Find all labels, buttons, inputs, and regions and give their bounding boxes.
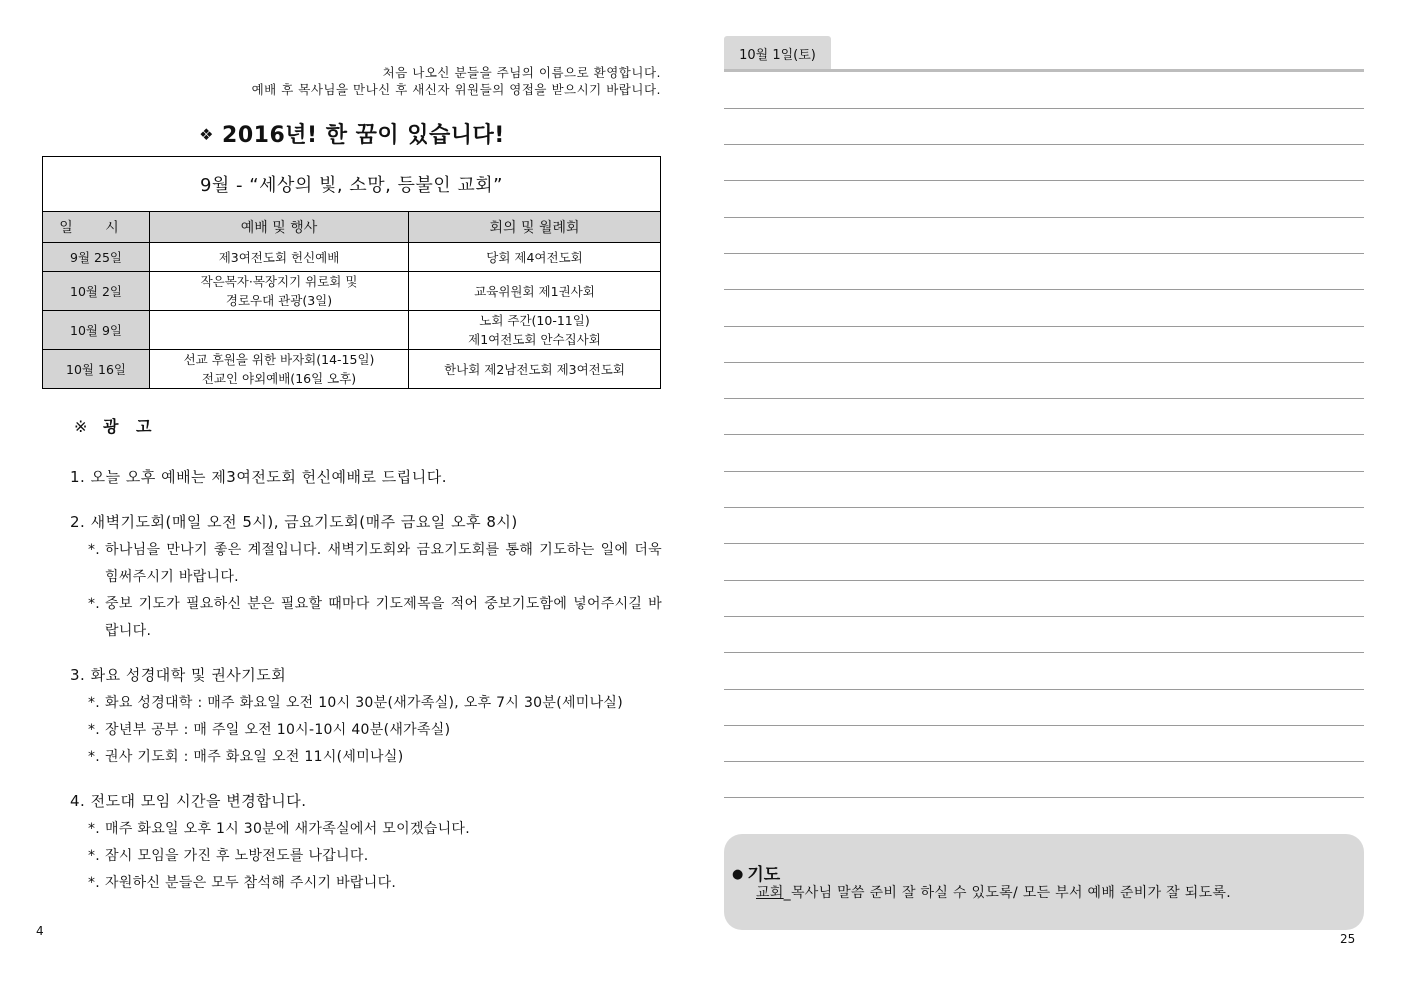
note-line xyxy=(724,289,1364,290)
row-meeting xyxy=(409,311,661,350)
notice-item-text: 하나님을 만나기 좋은 계절입니다. 새벽기도회와 금요기도회를 통해 기도하는 일에 더욱 힘써주시기 바랍니다. xyxy=(105,542,662,585)
row-meeting xyxy=(409,243,661,272)
event-line: 작은목자·목장지기 위로회 및 xyxy=(200,274,358,289)
bullet-mark: *. xyxy=(88,821,101,837)
note-line xyxy=(724,616,1364,617)
note-line xyxy=(724,471,1364,472)
bullet-mark: *. xyxy=(88,542,101,558)
date-tab: 10월 1일(토) xyxy=(724,36,831,70)
note-line xyxy=(724,362,1364,363)
welcome-message xyxy=(252,64,661,98)
note-line xyxy=(724,725,1364,726)
note-line xyxy=(724,652,1364,653)
schedule-title: 9월 - “세상의 빛, 소망, 등불인 교회” xyxy=(43,157,661,212)
event-line: 제3여전도회 헌신예배 xyxy=(218,249,340,265)
note-line xyxy=(724,761,1364,762)
ad-heading xyxy=(74,414,157,437)
note-line xyxy=(724,180,1364,181)
bullet-mark: *. xyxy=(88,596,101,612)
bullet-mark: *. xyxy=(88,749,101,765)
schedule-table xyxy=(42,156,661,389)
notice-item xyxy=(88,870,662,897)
notice-item-text: 중보 기도가 필요하신 분은 필요할 때마다 기도제목을 적어 중보기도함에 넣어주시길 바랍니다. xyxy=(105,596,662,639)
notice-item xyxy=(88,717,662,744)
prayer-title-text: 기도 xyxy=(747,865,781,885)
notice-item-text: 매주 화요일 오후 1시 30분에 새가족실에서 모이겠습니다. xyxy=(105,821,470,837)
notice-item-text: 화요 성경대학 : 매주 화요일 오전 10시 30분(새가족실), 오후 7시 30분(세미나실) xyxy=(105,695,624,711)
bullet-mark: *. xyxy=(88,875,101,891)
bullet-mark: *. xyxy=(88,848,101,864)
event-line: 경로우대 관광(3일) xyxy=(225,293,333,308)
row-date: 10월 9일 xyxy=(43,311,150,350)
meeting-line: 당회 제4여전도회 xyxy=(486,249,583,265)
note-line xyxy=(724,797,1364,798)
note-line xyxy=(724,434,1364,435)
meeting-line: 한나회 제2남전도회 제3여전도회 xyxy=(444,361,625,377)
notice-item-text: 자원하신 분들은 모두 참석해 주시기 바랍니다. xyxy=(105,875,397,891)
notice-item-text: 권사 기도회 : 매주 화요일 오전 11시(세미나실) xyxy=(105,749,404,765)
note-line xyxy=(724,689,1364,690)
page-number-left: 4 xyxy=(36,924,44,938)
row-event xyxy=(150,243,409,272)
table-row xyxy=(43,243,661,272)
note-line xyxy=(724,507,1364,508)
notice-title: 4. 전도대 모임 시간을 변경합니다. xyxy=(70,792,307,810)
notice-item xyxy=(88,690,662,717)
notice-title: 3. 화요 성경대학 및 권사기도회 xyxy=(70,666,287,684)
notice-item xyxy=(88,843,662,870)
header-meeting: 회의 및 월례회 xyxy=(409,212,661,243)
header-date: 일 시 xyxy=(43,212,150,243)
note-line xyxy=(724,543,1364,544)
dream-title-text: 2016년! 한 꿈이 있습니다! xyxy=(222,123,505,148)
prayer-text xyxy=(756,882,1231,902)
page-number-right: 25 xyxy=(1340,932,1356,946)
meeting-line: 교육위원회 제1권사회 xyxy=(474,283,595,299)
row-meeting xyxy=(409,350,661,389)
meeting-line: 제1여전도회 안수집사회 xyxy=(468,332,601,347)
note-line xyxy=(724,253,1364,254)
row-date: 9월 25일 xyxy=(43,243,150,272)
note-lines xyxy=(724,72,1364,812)
bullet-mark: *. xyxy=(88,722,101,738)
welcome-line: 예배 후 목사님을 만나신 후 새신자 위원들의 영접을 받으시기 바랍니다. xyxy=(251,82,661,97)
reference-mark-icon: ※ xyxy=(74,417,88,436)
note-line xyxy=(724,217,1364,218)
notice-item-text: 잠시 모임을 가진 후 노방전도를 나갑니다. xyxy=(105,848,369,864)
notice-title: 2. 새벽기도회(매일 오전 5시), 금요기도회(매주 금요일 오후 8시) xyxy=(70,513,518,531)
table-row xyxy=(43,350,661,389)
bullet-dot-icon: ● xyxy=(732,867,744,882)
bullet-mark: *. xyxy=(88,695,101,711)
notice-item xyxy=(88,744,662,771)
notice-item xyxy=(88,537,662,591)
welcome-line: 처음 나오신 분들을 주님의 이름으로 환영합니다. xyxy=(382,65,661,80)
notice-item-text: 장년부 공부 : 매 주일 오전 10시-10시 40분(새가족실) xyxy=(105,722,451,738)
note-line xyxy=(724,398,1364,399)
prayer-subject: 교회 xyxy=(756,885,784,901)
table-row xyxy=(43,272,661,311)
notice-item xyxy=(88,591,662,645)
row-event xyxy=(150,311,409,350)
row-event xyxy=(150,350,409,389)
meeting-line: 노회 주간(10-11일) xyxy=(479,313,590,328)
notice-item xyxy=(88,816,662,843)
ad-heading-text: 광 고 xyxy=(102,417,158,436)
note-line xyxy=(724,580,1364,581)
event-line: 선교 후원을 위한 바자회(14-15일) xyxy=(183,352,375,367)
row-meeting xyxy=(409,272,661,311)
header-event: 예배 및 행사 xyxy=(150,212,409,243)
dream-title xyxy=(42,118,662,149)
note-line xyxy=(724,108,1364,109)
event-line: 전교인 야외예배(16일 오후) xyxy=(201,371,357,386)
row-date: 10월 2일 xyxy=(43,272,150,311)
row-event xyxy=(150,272,409,311)
prayer-body: _목사님 말씀 준비 잘 하실 수 있도록/ 모든 부서 예배 준비가 잘 되도록. xyxy=(783,885,1231,901)
notice-title: 1. 오늘 오후 예배는 제3여전도회 헌신예배로 드립니다. xyxy=(70,468,448,486)
table-row xyxy=(43,311,661,350)
note-line xyxy=(724,144,1364,145)
row-date: 10월 16일 xyxy=(43,350,150,389)
note-line xyxy=(724,326,1364,327)
diamond-icon: ❖ xyxy=(199,125,215,144)
